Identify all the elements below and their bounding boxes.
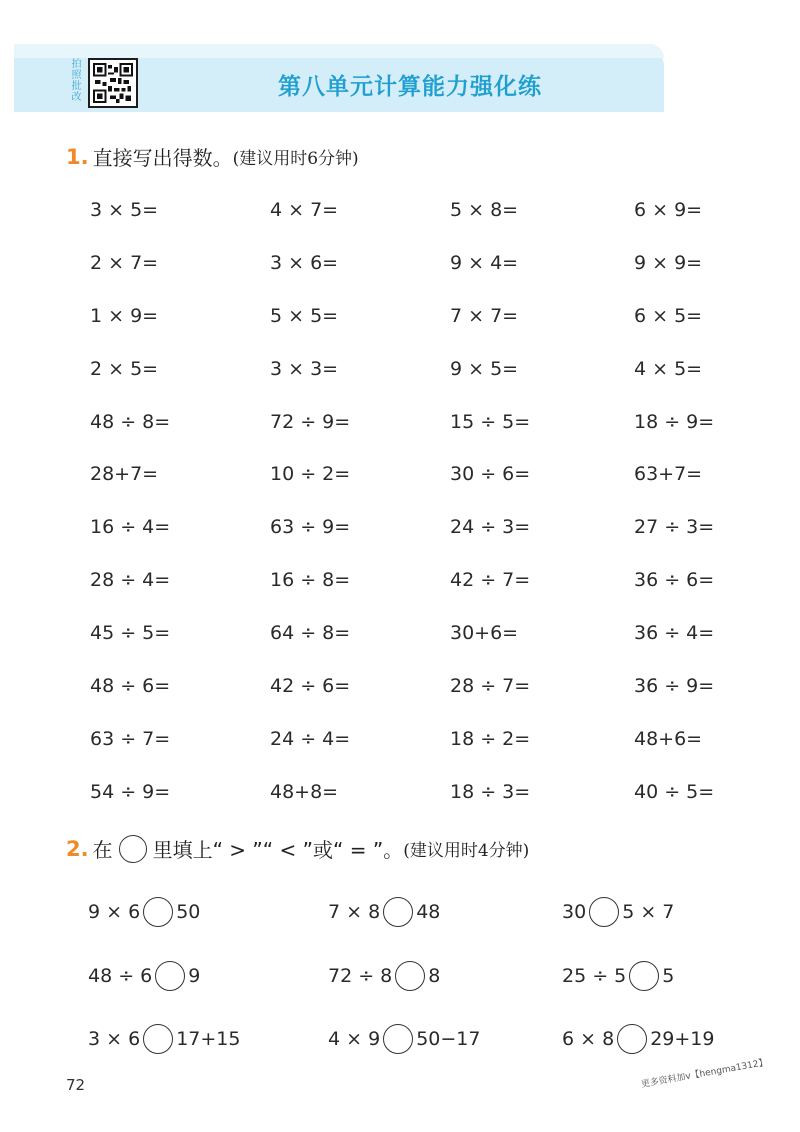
- section-1-heading: [66, 142, 359, 171]
- math-problem: 24 ÷ 4=: [270, 727, 351, 750]
- comparison-right: 8: [428, 964, 441, 987]
- math-problem: 18 ÷ 3=: [450, 780, 531, 803]
- math-problem: 72 ÷ 9=: [270, 410, 351, 433]
- math-problem: 48+6=: [634, 727, 703, 750]
- comparison-right: 50−17: [416, 1028, 481, 1050]
- math-problem: 54 ÷ 9=: [90, 780, 171, 803]
- comparison-left: 9 × 6: [88, 901, 141, 923]
- math-problem: 9 × 9=: [634, 251, 703, 274]
- comparison-right: 29+19: [650, 1028, 715, 1050]
- scan-grading-label: 拍照批改: [69, 58, 80, 102]
- answer-circle[interactable]: [383, 897, 413, 927]
- comparison-grid: [88, 893, 728, 1084]
- section-2-instruction: 里填上“ > ”“ < ”或“ = ”。: [152, 838, 404, 862]
- comparison-right: 5 × 7: [622, 901, 675, 923]
- math-problem: 28+7=: [90, 463, 159, 486]
- section-2-number: 2.: [66, 836, 89, 861]
- math-problem: 64 ÷ 8=: [270, 622, 351, 645]
- page-number: 72: [66, 1076, 86, 1094]
- answer-circle[interactable]: [395, 961, 425, 991]
- comparison-right: 5: [662, 964, 675, 987]
- math-problem: 63 ÷ 9=: [270, 516, 351, 539]
- math-problem: 3 × 6=: [270, 251, 339, 274]
- comparison-right: 48: [416, 901, 441, 923]
- comparison-item: [562, 1020, 728, 1058]
- math-problem: 28 ÷ 4=: [90, 569, 171, 592]
- answer-circle[interactable]: [589, 897, 619, 927]
- math-problem: 4 × 7=: [270, 199, 339, 221]
- comparison-item: [562, 957, 728, 995]
- comparison-left: 6 × 8: [562, 1028, 615, 1050]
- section-1-title: 直接写出得数。: [92, 146, 233, 170]
- math-problem: 45 ÷ 5=: [90, 622, 171, 645]
- math-problem: 16 ÷ 8=: [270, 569, 351, 592]
- math-problem: 28 ÷ 7=: [450, 675, 531, 698]
- section-2-time-note: (建议用时4分钟): [403, 841, 530, 861]
- math-problem: 30 ÷ 6=: [450, 463, 531, 486]
- comparison-right: 50: [176, 901, 201, 923]
- math-problem: 30+6=: [450, 622, 519, 645]
- comparison-left: 7 × 8: [328, 901, 381, 923]
- math-problem: 3 × 3=: [270, 357, 339, 380]
- mental-math-grid: [90, 196, 730, 831]
- math-problem: 63+7=: [634, 463, 703, 486]
- answer-circle[interactable]: [617, 1024, 647, 1054]
- comparison-left: 4 × 9: [328, 1028, 381, 1050]
- math-problem: 5 × 5=: [270, 304, 339, 327]
- math-problem: 7 × 7=: [450, 304, 519, 327]
- comparison-item: [88, 893, 328, 931]
- math-problem: 4 × 5=: [634, 357, 703, 380]
- math-problem: 9 × 5=: [450, 357, 519, 380]
- math-problem: 48+8=: [270, 780, 339, 803]
- answer-circle[interactable]: [383, 1024, 413, 1054]
- comparison-item: [88, 957, 328, 995]
- math-problem: 42 ÷ 6=: [270, 675, 351, 698]
- comparison-item: [328, 893, 562, 931]
- blank-circle-icon: [119, 835, 147, 863]
- section-1-number: 1.: [66, 144, 89, 169]
- math-problem: 48 ÷ 6=: [90, 675, 171, 698]
- math-problem: 6 × 9=: [634, 199, 703, 221]
- answer-circle[interactable]: [629, 961, 659, 991]
- math-problem: 16 ÷ 4=: [90, 516, 171, 539]
- comparison-left: 30: [562, 901, 587, 923]
- comparison-left: 72 ÷ 8: [328, 964, 393, 987]
- math-problem: 5 × 8=: [450, 199, 519, 221]
- math-problem: 36 ÷ 4=: [634, 622, 715, 645]
- math-problem: 1 × 9=: [90, 304, 159, 327]
- comparison-left: 25 ÷ 5: [562, 964, 627, 987]
- comparison-left: 3 × 6: [88, 1028, 141, 1050]
- math-problem: 48 ÷ 8=: [90, 410, 171, 433]
- math-problem: 2 × 7=: [90, 251, 159, 274]
- math-problem: 2 × 5=: [90, 357, 159, 380]
- math-problem: 15 ÷ 5=: [450, 410, 531, 433]
- math-problem: 3 × 5=: [90, 199, 159, 221]
- answer-circle[interactable]: [143, 897, 173, 927]
- comparison-left: 48 ÷ 6: [88, 964, 153, 987]
- watermark: 更多资料加v【hengma1312】: [640, 1057, 769, 1091]
- comparison-item: [328, 957, 562, 995]
- page-title: 第八单元计算能力强化练: [278, 74, 542, 100]
- section-2-heading: [66, 834, 529, 863]
- qr-code-icon[interactable]: [88, 58, 138, 108]
- comparison-item: [88, 1020, 328, 1058]
- comparison-item: [328, 1020, 562, 1058]
- math-problem: 36 ÷ 6=: [634, 569, 715, 592]
- math-problem: 18 ÷ 9=: [634, 410, 715, 433]
- math-problem: 36 ÷ 9=: [634, 675, 715, 698]
- answer-circle[interactable]: [143, 1024, 173, 1054]
- comparison-right: 9: [188, 964, 201, 987]
- math-problem: 10 ÷ 2=: [270, 463, 351, 486]
- math-problem: 27 ÷ 3=: [634, 516, 715, 539]
- comparison-item: [562, 893, 728, 931]
- math-problem: 6 × 5=: [634, 304, 703, 327]
- section-2-prefix: 在: [92, 838, 113, 862]
- math-problem: 42 ÷ 7=: [450, 569, 531, 592]
- math-problem: 40 ÷ 5=: [634, 780, 715, 803]
- answer-circle[interactable]: [155, 961, 185, 991]
- math-problem: 24 ÷ 3=: [450, 516, 531, 539]
- math-problem: 18 ÷ 2=: [450, 727, 531, 750]
- comparison-right: 17+15: [176, 1028, 241, 1050]
- math-problem: 9 × 4=: [450, 251, 519, 274]
- math-problem: 63 ÷ 7=: [90, 727, 171, 750]
- section-1-time-note: (建议用时6分钟): [232, 149, 359, 169]
